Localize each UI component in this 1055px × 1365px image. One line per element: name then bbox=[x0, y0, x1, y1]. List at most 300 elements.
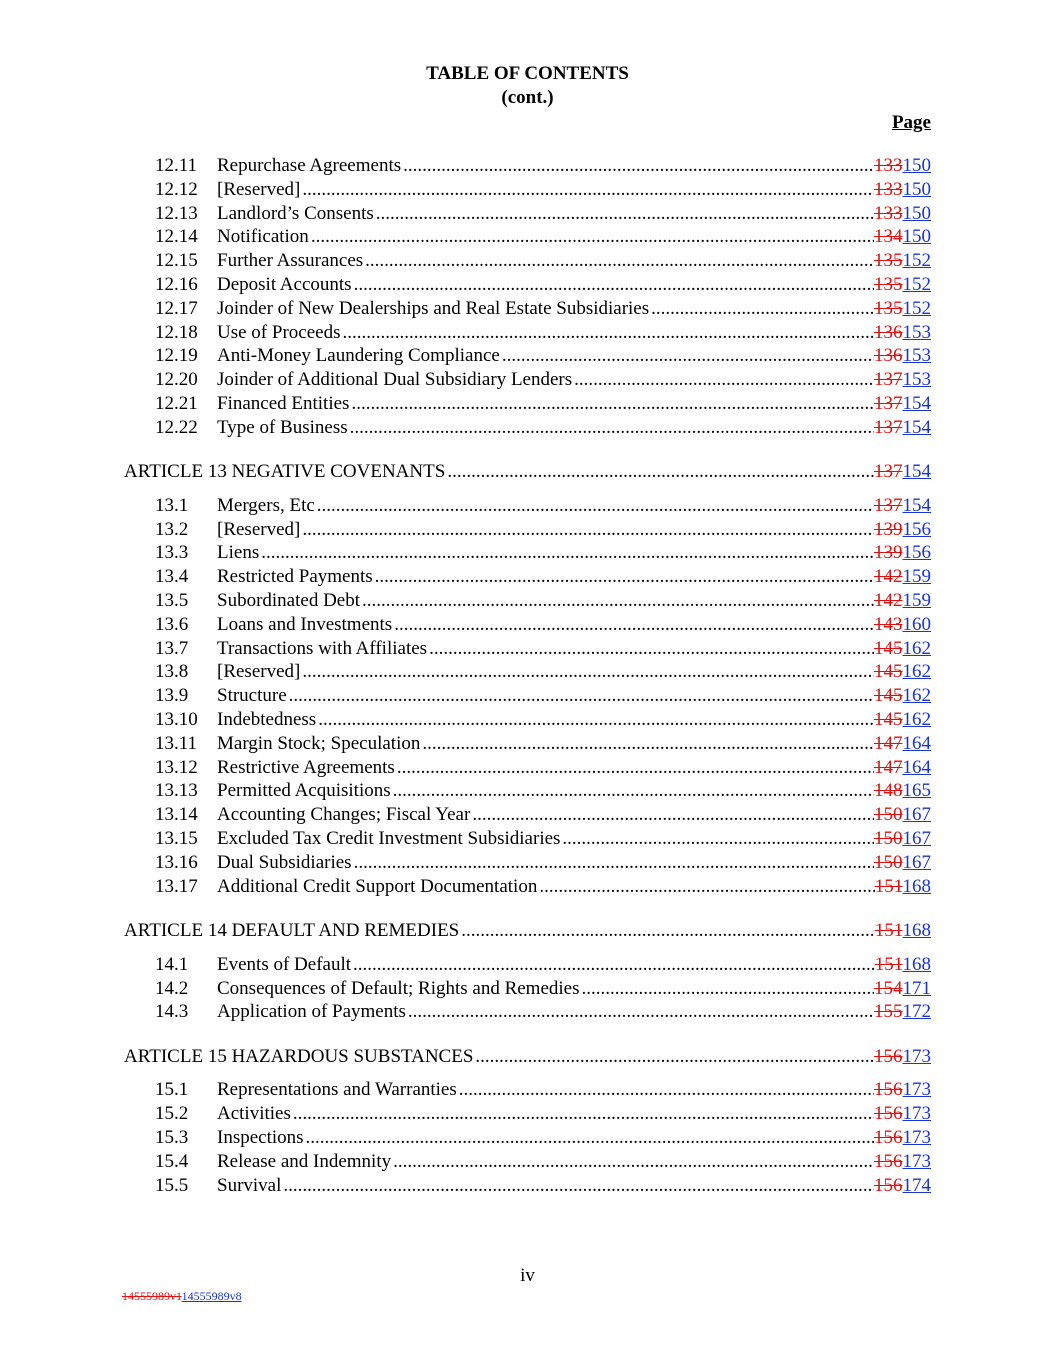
toc-entry bbox=[217, 344, 931, 368]
inserted-page-number[interactable]: 150 bbox=[902, 178, 931, 200]
inserted-page-number[interactable]: 167 bbox=[902, 851, 931, 873]
dot-leader bbox=[318, 708, 874, 732]
toc-section-number: 15.5 bbox=[155, 1174, 189, 1196]
toc-section-row[interactable] bbox=[0, 178, 1055, 202]
toc-page-ref[interactable] bbox=[874, 708, 931, 732]
toc-entry bbox=[217, 1102, 931, 1126]
dot-leader bbox=[397, 756, 874, 780]
document-id bbox=[122, 1289, 242, 1304]
inserted-page-number[interactable]: 153 bbox=[902, 321, 931, 343]
toc-page-ref[interactable] bbox=[874, 321, 931, 345]
toc-entry bbox=[217, 518, 931, 542]
deleted-page-number: 156 bbox=[874, 1174, 903, 1196]
toc-section-number: 12.20 bbox=[155, 369, 198, 391]
toc-page-ref[interactable] bbox=[874, 1126, 931, 1150]
inserted-page-number[interactable]: 154 bbox=[902, 416, 931, 438]
inserted-page-number[interactable]: 168 bbox=[902, 875, 931, 897]
toc-section-number: 13.15 bbox=[155, 828, 198, 850]
inserted-page-number[interactable]: 174 bbox=[902, 1174, 931, 1196]
dot-leader bbox=[302, 660, 874, 684]
deleted-page-number: 148 bbox=[874, 780, 903, 802]
dot-leader bbox=[293, 1102, 874, 1126]
toc-section-number: 12.15 bbox=[155, 250, 198, 272]
deleted-page-number: 145 bbox=[874, 685, 903, 707]
dot-leader bbox=[289, 684, 874, 708]
toc-page-ref[interactable] bbox=[874, 494, 931, 518]
toc-entry bbox=[217, 803, 931, 827]
dot-leader bbox=[459, 1078, 874, 1102]
toc-entry-label: Accounting Changes; Fiscal Year bbox=[217, 804, 471, 826]
toc-page-ref[interactable] bbox=[874, 613, 931, 637]
inserted-page-number[interactable]: 152 bbox=[902, 273, 931, 295]
toc-section-row[interactable] bbox=[0, 368, 1055, 392]
toc-section-row[interactable] bbox=[0, 732, 1055, 756]
footer-page-number: iv bbox=[520, 1265, 535, 1286]
toc-page-ref[interactable] bbox=[874, 1150, 931, 1174]
toc-entry-label: Transactions with Affiliates bbox=[217, 637, 428, 659]
toc-page-ref[interactable] bbox=[874, 202, 931, 226]
toc-page-ref[interactable] bbox=[874, 368, 931, 392]
deleted-page-number: 133 bbox=[874, 202, 903, 224]
toc-section-number: 12.16 bbox=[155, 273, 198, 295]
toc-section-row[interactable] bbox=[0, 541, 1055, 565]
toc-section-row[interactable] bbox=[0, 416, 1055, 440]
inserted-page-number[interactable]: 162 bbox=[902, 661, 931, 683]
deleted-page-number: 151 bbox=[874, 919, 903, 941]
deleted-page-number: 154 bbox=[874, 977, 903, 999]
toc-section-number: 12.21 bbox=[155, 392, 198, 414]
inserted-page-number[interactable]: 159 bbox=[902, 590, 931, 612]
toc-list bbox=[0, 154, 1055, 1197]
toc-entry-label: Notification bbox=[217, 226, 309, 248]
dot-leader bbox=[354, 273, 874, 297]
toc-entry bbox=[217, 1126, 931, 1150]
toc-entry bbox=[217, 660, 931, 684]
toc-page-ref[interactable] bbox=[874, 297, 931, 321]
toc-section-row[interactable] bbox=[0, 1174, 1055, 1198]
deleted-page-number: 136 bbox=[874, 345, 903, 367]
inserted-page-number[interactable]: 150 bbox=[902, 226, 931, 248]
toc-entry bbox=[124, 919, 931, 943]
toc-entry-label: Permitted Acquisitions bbox=[217, 780, 391, 802]
toc-entry-label: Subordinated Debt bbox=[217, 590, 361, 612]
toc-section-row[interactable] bbox=[0, 518, 1055, 542]
toc-page-ref[interactable] bbox=[874, 344, 931, 368]
deleted-page-number: 151 bbox=[874, 875, 903, 897]
toc-page-ref[interactable] bbox=[874, 249, 931, 273]
toc-entry-label: Representations and Warranties bbox=[217, 1079, 457, 1101]
deleted-page-number: 135 bbox=[874, 297, 903, 319]
inserted-page-number[interactable]: 173 bbox=[902, 1079, 931, 1101]
deleted-page-number: 156 bbox=[874, 1126, 903, 1148]
inserted-page-number[interactable]: 164 bbox=[902, 732, 931, 754]
inserted-page-number[interactable]: 173 bbox=[902, 1045, 931, 1067]
deleted-page-number: 150 bbox=[874, 828, 903, 850]
toc-section-row[interactable] bbox=[0, 154, 1055, 178]
toc-section-number: 13.5 bbox=[155, 590, 189, 612]
deleted-page-number: 135 bbox=[874, 250, 903, 272]
inserted-page-number[interactable]: 152 bbox=[902, 297, 931, 319]
toc-entry-label: Application of Payments bbox=[217, 1001, 406, 1023]
toc-section-row[interactable] bbox=[0, 1000, 1055, 1024]
toc-entry-label: Joinder of Additional Dual Subsidiary Lenders bbox=[217, 369, 573, 391]
toc-section-row[interactable] bbox=[0, 1150, 1055, 1174]
toc-page-ref[interactable] bbox=[874, 541, 931, 565]
deleted-page-number: 134 bbox=[874, 226, 903, 248]
toc-page-ref[interactable] bbox=[874, 1078, 931, 1102]
toc-section-number: 12.19 bbox=[155, 345, 198, 367]
toc-entry-label: Type of Business bbox=[217, 416, 348, 438]
toc-section-row[interactable] bbox=[0, 875, 1055, 899]
inserted-page-number[interactable]: 171 bbox=[902, 977, 931, 999]
dot-leader bbox=[311, 225, 874, 249]
toc-section-number: 13.2 bbox=[155, 518, 189, 540]
dot-leader bbox=[472, 803, 874, 827]
inserted-page-number[interactable]: 164 bbox=[902, 756, 931, 778]
inserted-page-number[interactable]: 156 bbox=[902, 542, 931, 564]
toc-section-row[interactable] bbox=[0, 1078, 1055, 1102]
toc-section-row[interactable] bbox=[0, 779, 1055, 803]
dot-leader bbox=[350, 416, 874, 440]
toc-entry bbox=[217, 154, 931, 178]
toc-section-number: 12.11 bbox=[155, 155, 198, 176]
toc-page-ref[interactable] bbox=[874, 518, 931, 542]
toc-entry-label: Structure bbox=[217, 685, 287, 707]
toc-entry bbox=[217, 732, 931, 756]
toc-entry bbox=[217, 637, 931, 661]
toc-entry-label: Joinder of New Dealerships and Real Estate Subsidiaries bbox=[217, 297, 650, 319]
toc-section-row[interactable] bbox=[0, 225, 1055, 249]
toc-section-row[interactable] bbox=[0, 297, 1055, 321]
toc-section-row[interactable] bbox=[0, 708, 1055, 732]
dot-leader bbox=[574, 368, 874, 392]
toc-entry bbox=[217, 273, 931, 297]
dot-leader bbox=[351, 392, 874, 416]
toc-section-number: 13.8 bbox=[155, 661, 189, 683]
toc-entry-label: Further Assurances bbox=[217, 250, 364, 272]
inserted-page-number[interactable]: 162 bbox=[902, 637, 931, 659]
toc-section-number: 13.3 bbox=[155, 542, 189, 564]
toc-section-row[interactable] bbox=[0, 565, 1055, 589]
toc-section-number: 12.17 bbox=[155, 297, 198, 319]
toc-entry bbox=[217, 1150, 931, 1174]
toc-section-row[interactable] bbox=[0, 756, 1055, 780]
toc-entry-label: [Reserved] bbox=[217, 661, 301, 683]
toc-section-number: 13.13 bbox=[155, 780, 198, 802]
toc-entry bbox=[217, 368, 931, 392]
inserted-page-number[interactable]: 168 bbox=[902, 953, 931, 975]
inserted-page-number[interactable]: 150 bbox=[902, 155, 931, 176]
deleted-page-number: 156 bbox=[874, 1103, 903, 1125]
toc-entry-label: ARTICLE 14 DEFAULT AND REMEDIES bbox=[124, 919, 460, 941]
toc-page-ref[interactable] bbox=[875, 919, 931, 943]
dot-leader bbox=[376, 202, 874, 226]
deleted-page-number: 133 bbox=[874, 178, 903, 200]
toc-page-ref[interactable] bbox=[874, 756, 931, 780]
toc-section-number: 13.17 bbox=[155, 875, 198, 897]
deleted-page-number: 139 bbox=[874, 542, 903, 564]
toc-entry-label: Survival bbox=[217, 1174, 282, 1196]
toc-section-number: 13.1 bbox=[155, 494, 189, 516]
inserted-page-number[interactable]: 168 bbox=[902, 919, 931, 941]
deleted-page-number: 142 bbox=[874, 566, 903, 588]
deleted-page-number: 150 bbox=[874, 804, 903, 826]
toc-page-ref[interactable] bbox=[874, 392, 931, 416]
toc-section-number: 12.13 bbox=[155, 202, 198, 224]
toc-entry-label: Repurchase Agreements bbox=[217, 155, 402, 176]
toc-entry bbox=[217, 225, 931, 249]
toc-page-ref[interactable] bbox=[874, 779, 931, 803]
toc-entry bbox=[217, 756, 931, 780]
toc-page-ref[interactable] bbox=[874, 565, 931, 589]
dot-leader bbox=[317, 494, 874, 518]
deleted-page-number: 136 bbox=[874, 321, 903, 343]
dot-leader bbox=[475, 1045, 874, 1069]
toc-section-number: 13.7 bbox=[155, 637, 189, 659]
inserted-page-number[interactable]: 162 bbox=[902, 709, 931, 731]
dot-leader bbox=[403, 154, 874, 178]
deleted-page-number: 137 bbox=[874, 369, 903, 391]
inserted-page-number[interactable]: 173 bbox=[902, 1103, 931, 1125]
toc-page-ref[interactable] bbox=[874, 1045, 931, 1069]
toc-section-number: 15.3 bbox=[155, 1126, 189, 1148]
toc-entry-label: ARTICLE 15 HAZARDOUS SUBSTANCES bbox=[124, 1045, 474, 1067]
toc-page-ref[interactable] bbox=[874, 684, 931, 708]
toc-entry bbox=[217, 321, 931, 345]
toc-entry bbox=[124, 1045, 931, 1069]
dot-leader bbox=[375, 565, 874, 589]
toc-section-row[interactable] bbox=[0, 977, 1055, 1001]
toc-entry-label: Activities bbox=[217, 1103, 291, 1125]
toc-section-number: 13.16 bbox=[155, 851, 198, 873]
document-id-old: 14555989v1 bbox=[122, 1289, 182, 1303]
deleted-page-number: 135 bbox=[874, 273, 903, 295]
dot-leader bbox=[562, 827, 874, 851]
deleted-page-number: 155 bbox=[874, 1001, 903, 1023]
toc-section-row[interactable] bbox=[0, 494, 1055, 518]
deleted-page-number: 145 bbox=[874, 709, 903, 731]
toc-entry-label: Consequences of Default; Rights and Remedies bbox=[217, 977, 580, 999]
toc-section-row[interactable] bbox=[0, 953, 1055, 977]
toc-page-ref[interactable] bbox=[874, 273, 931, 297]
deleted-page-number: 133 bbox=[874, 155, 903, 176]
toc-entry bbox=[217, 541, 931, 565]
dot-leader bbox=[302, 178, 874, 202]
toc-section-row[interactable] bbox=[0, 344, 1055, 368]
dot-leader bbox=[502, 344, 874, 368]
toc-page-ref[interactable] bbox=[874, 225, 931, 249]
toc-section-row[interactable] bbox=[0, 684, 1055, 708]
toc-section-number: 15.2 bbox=[155, 1103, 189, 1125]
dot-leader bbox=[354, 851, 874, 875]
inserted-page-number[interactable]: 154 bbox=[902, 392, 931, 414]
toc-entry-label: Events of Default bbox=[217, 953, 352, 975]
toc-entry-label: Use of Proceeds bbox=[217, 321, 341, 343]
toc-page-ref[interactable] bbox=[874, 827, 931, 851]
toc-entry bbox=[217, 1174, 931, 1198]
toc-page-ref[interactable] bbox=[874, 1000, 931, 1024]
toc-entry-label: Loans and Investments bbox=[217, 613, 393, 635]
toc-title: TABLE OF CONTENTS bbox=[426, 63, 629, 84]
toc-page-ref[interactable] bbox=[874, 977, 931, 1001]
toc-section-row[interactable] bbox=[0, 202, 1055, 226]
toc-entry bbox=[124, 460, 931, 484]
toc-section-row[interactable] bbox=[0, 273, 1055, 297]
toc-section-row[interactable] bbox=[0, 803, 1055, 827]
toc-entry bbox=[217, 851, 931, 875]
inserted-page-number[interactable]: 173 bbox=[902, 1150, 931, 1172]
toc-page-ref[interactable] bbox=[874, 178, 931, 202]
toc-entry bbox=[217, 827, 931, 851]
toc-entry bbox=[217, 684, 931, 708]
toc-section-row[interactable] bbox=[0, 321, 1055, 345]
toc-entry-label: Landlord’s Consents bbox=[217, 202, 374, 224]
inserted-page-number[interactable]: 153 bbox=[902, 345, 931, 367]
toc-page-ref[interactable] bbox=[874, 460, 931, 484]
toc-entry-label: Liens bbox=[217, 542, 260, 564]
toc-entry bbox=[217, 708, 931, 732]
dot-leader bbox=[408, 1000, 874, 1024]
deleted-page-number: 143 bbox=[874, 613, 903, 635]
toc-section-row[interactable] bbox=[0, 660, 1055, 684]
dot-leader bbox=[394, 613, 874, 637]
toc-section-row[interactable] bbox=[0, 392, 1055, 416]
inserted-page-number[interactable]: 167 bbox=[902, 828, 931, 850]
toc-entry-label: Release and Indemnity bbox=[217, 1150, 392, 1172]
toc-section-number: 15.4 bbox=[155, 1150, 189, 1172]
dot-leader bbox=[447, 460, 874, 484]
toc-page-ref[interactable] bbox=[874, 1174, 931, 1198]
toc-entry-label: Financed Entities bbox=[217, 392, 350, 414]
toc-section-number: 13.14 bbox=[155, 804, 198, 826]
inserted-page-number[interactable]: 173 bbox=[902, 1126, 931, 1148]
deleted-page-number: 145 bbox=[874, 661, 903, 683]
toc-entry bbox=[217, 565, 931, 589]
toc-entry bbox=[217, 1000, 931, 1024]
dot-leader bbox=[393, 1150, 874, 1174]
toc-entry-label: Inspections bbox=[217, 1126, 304, 1148]
toc-page-ref[interactable] bbox=[875, 875, 931, 899]
inserted-page-number[interactable]: 162 bbox=[902, 685, 931, 707]
toc-section-number: 13.4 bbox=[155, 566, 189, 588]
toc-entry-label: ARTICLE 13 NEGATIVE COVENANTS bbox=[124, 461, 446, 483]
deleted-page-number: 156 bbox=[874, 1079, 903, 1101]
dot-leader bbox=[342, 321, 874, 345]
toc-section-row[interactable] bbox=[0, 827, 1055, 851]
toc-section-number: 13.10 bbox=[155, 709, 198, 731]
toc-page-ref[interactable] bbox=[874, 637, 931, 661]
toc-entry bbox=[217, 494, 931, 518]
toc-entry bbox=[217, 249, 931, 273]
inserted-page-number[interactable]: 165 bbox=[902, 780, 931, 802]
toc-article-row[interactable] bbox=[0, 919, 1055, 943]
toc-section-row[interactable] bbox=[0, 589, 1055, 613]
dot-leader bbox=[393, 779, 874, 803]
toc-page-ref[interactable] bbox=[874, 851, 931, 875]
toc-entry-label: [Reserved] bbox=[217, 518, 301, 540]
toc-section-row[interactable] bbox=[0, 1126, 1055, 1150]
toc-entry-label: Anti-Money Laundering Compliance bbox=[217, 345, 500, 367]
toc-page-ref[interactable] bbox=[874, 154, 931, 178]
toc-entry bbox=[217, 613, 931, 637]
toc-section-row[interactable] bbox=[0, 637, 1055, 661]
dot-leader bbox=[362, 589, 874, 613]
toc-page-ref[interactable] bbox=[874, 660, 931, 684]
toc-section-number: 12.22 bbox=[155, 416, 198, 438]
toc-page-ref[interactable] bbox=[874, 803, 931, 827]
deleted-page-number: 137 bbox=[874, 461, 903, 483]
dot-leader bbox=[365, 249, 874, 273]
inserted-page-number[interactable]: 167 bbox=[902, 804, 931, 826]
inserted-page-number[interactable]: 150 bbox=[902, 202, 931, 224]
toc-entry-label: Mergers, Etc bbox=[217, 494, 315, 516]
deleted-page-number: 139 bbox=[874, 518, 903, 540]
toc-entry-label: Excluded Tax Credit Investment Subsidiaries bbox=[217, 828, 561, 850]
dot-leader bbox=[422, 732, 874, 756]
toc-section-number: 14.2 bbox=[155, 977, 189, 999]
toc-page-ref[interactable] bbox=[874, 416, 931, 440]
toc-page-ref[interactable] bbox=[874, 732, 931, 756]
deleted-page-number: 151 bbox=[874, 953, 903, 975]
toc-page-ref[interactable] bbox=[875, 953, 931, 977]
toc-section-number: 12.12 bbox=[155, 178, 198, 200]
deleted-page-number: 145 bbox=[874, 637, 903, 659]
toc-entry bbox=[217, 297, 931, 321]
toc-page-ref[interactable] bbox=[874, 1102, 931, 1126]
inserted-page-number[interactable]: 172 bbox=[902, 1001, 931, 1023]
page-column-header: Page bbox=[891, 112, 931, 133]
dot-leader bbox=[582, 977, 874, 1001]
dot-leader bbox=[429, 637, 874, 661]
dot-leader bbox=[539, 875, 874, 899]
toc-section-number: 13.12 bbox=[155, 756, 198, 778]
inserted-page-number[interactable]: 152 bbox=[902, 250, 931, 272]
toc-entry bbox=[217, 202, 931, 226]
dot-leader bbox=[461, 919, 874, 943]
deleted-page-number: 137 bbox=[874, 494, 903, 516]
toc-section-number: 15.1 bbox=[155, 1079, 189, 1101]
toc-entry bbox=[217, 875, 931, 899]
toc-page-ref[interactable] bbox=[874, 589, 931, 613]
deleted-page-number: 147 bbox=[874, 756, 903, 778]
inserted-page-number[interactable]: 159 bbox=[902, 566, 931, 588]
inserted-page-number[interactable]: 160 bbox=[902, 613, 931, 635]
toc-subtitle: (cont.) bbox=[501, 87, 554, 108]
toc-section-row[interactable] bbox=[0, 851, 1055, 875]
toc-section-row[interactable] bbox=[0, 1102, 1055, 1126]
dot-leader bbox=[261, 541, 874, 565]
toc-article-row[interactable] bbox=[0, 1045, 1055, 1069]
inserted-page-number[interactable]: 156 bbox=[902, 518, 931, 540]
inserted-page-number[interactable]: 153 bbox=[902, 369, 931, 391]
inserted-page-number[interactable]: 154 bbox=[902, 494, 931, 516]
deleted-page-number: 156 bbox=[874, 1150, 903, 1172]
toc-section-row[interactable] bbox=[0, 613, 1055, 637]
toc-entry-label: Restrictive Agreements bbox=[217, 756, 395, 778]
toc-entry-label: Deposit Accounts bbox=[217, 273, 352, 295]
inserted-page-number[interactable]: 154 bbox=[902, 461, 931, 483]
deleted-page-number: 156 bbox=[874, 1045, 903, 1067]
toc-entry bbox=[217, 392, 931, 416]
toc-section-number: 14.3 bbox=[155, 1001, 189, 1023]
toc-section-row[interactable] bbox=[0, 249, 1055, 273]
toc-entry-label: Additional Credit Support Documentation bbox=[217, 875, 538, 897]
toc-article-row[interactable] bbox=[0, 460, 1055, 484]
deleted-page-number: 137 bbox=[874, 416, 903, 438]
dot-leader bbox=[651, 297, 874, 321]
toc-entry-label: Restricted Payments bbox=[217, 566, 373, 588]
toc-entry-label: Indebtedness bbox=[217, 709, 317, 731]
